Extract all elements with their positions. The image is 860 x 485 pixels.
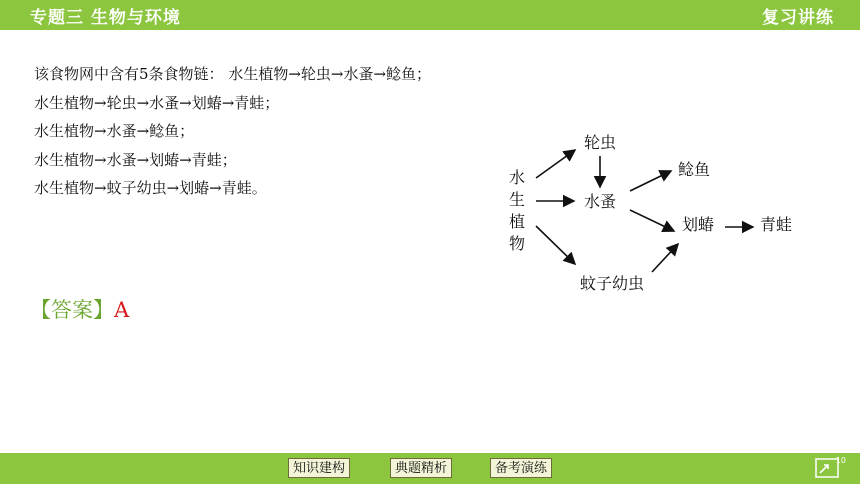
node-daphnia: 水蚤 [584, 192, 617, 211]
node-plant-char: 物 [509, 234, 526, 253]
answer-line [30, 294, 129, 324]
node-plant-char: 水 [509, 168, 526, 187]
nav-knowledge-button[interactable]: 知识建构 [288, 458, 350, 478]
arrow-daphnia-catfish [630, 171, 671, 191]
arrow-plant-rotifer [536, 150, 575, 178]
chapter-title: 专题三 生物与环境 [30, 8, 181, 28]
answer-value: A [114, 298, 130, 322]
node-catfish: 鲶鱼 [678, 160, 711, 179]
footer-bar [0, 453, 860, 484]
node-plant-char: 植 [509, 212, 526, 231]
section-label: 复习讲练 [762, 8, 834, 28]
node-rotifer: 轮虫 [584, 133, 617, 152]
page-number: 10 [835, 456, 846, 465]
arrow-larva-waterboatman [652, 244, 678, 272]
nav-practice-button[interactable]: 备考演练 [490, 458, 552, 478]
arrow-daphnia-waterboatman [630, 210, 674, 231]
text-line: 该食物网中含有5条食物链： 水生植物→轮虫→水蚤→鲶鱼； [34, 65, 432, 83]
page-indicator[interactable] [814, 455, 846, 481]
text-line: 水生植物→水蚤→鲶鱼； [34, 122, 195, 140]
node-plant-char: 生 [509, 190, 526, 209]
arrow-plant-larva [536, 226, 575, 264]
nav-examples-button[interactable]: 典题精析 [390, 458, 452, 478]
answer-label: 【答案】 [30, 298, 114, 322]
node-frog: 青蛙 [760, 215, 793, 234]
node-mosquito-larva: 蚊子幼虫 [580, 274, 645, 293]
text-line: 水生植物→蚊子幼虫→划蝽→青蛙。 [34, 179, 267, 197]
text-line: 水生植物→水蚤→划蝽→青蛙； [34, 150, 237, 169]
food-web-arrows [536, 150, 753, 272]
node-waterboatman: 划蝽 [682, 215, 715, 234]
text-line: 水生植物→轮虫→水蚤→划蝽→青蛙； [34, 93, 280, 112]
